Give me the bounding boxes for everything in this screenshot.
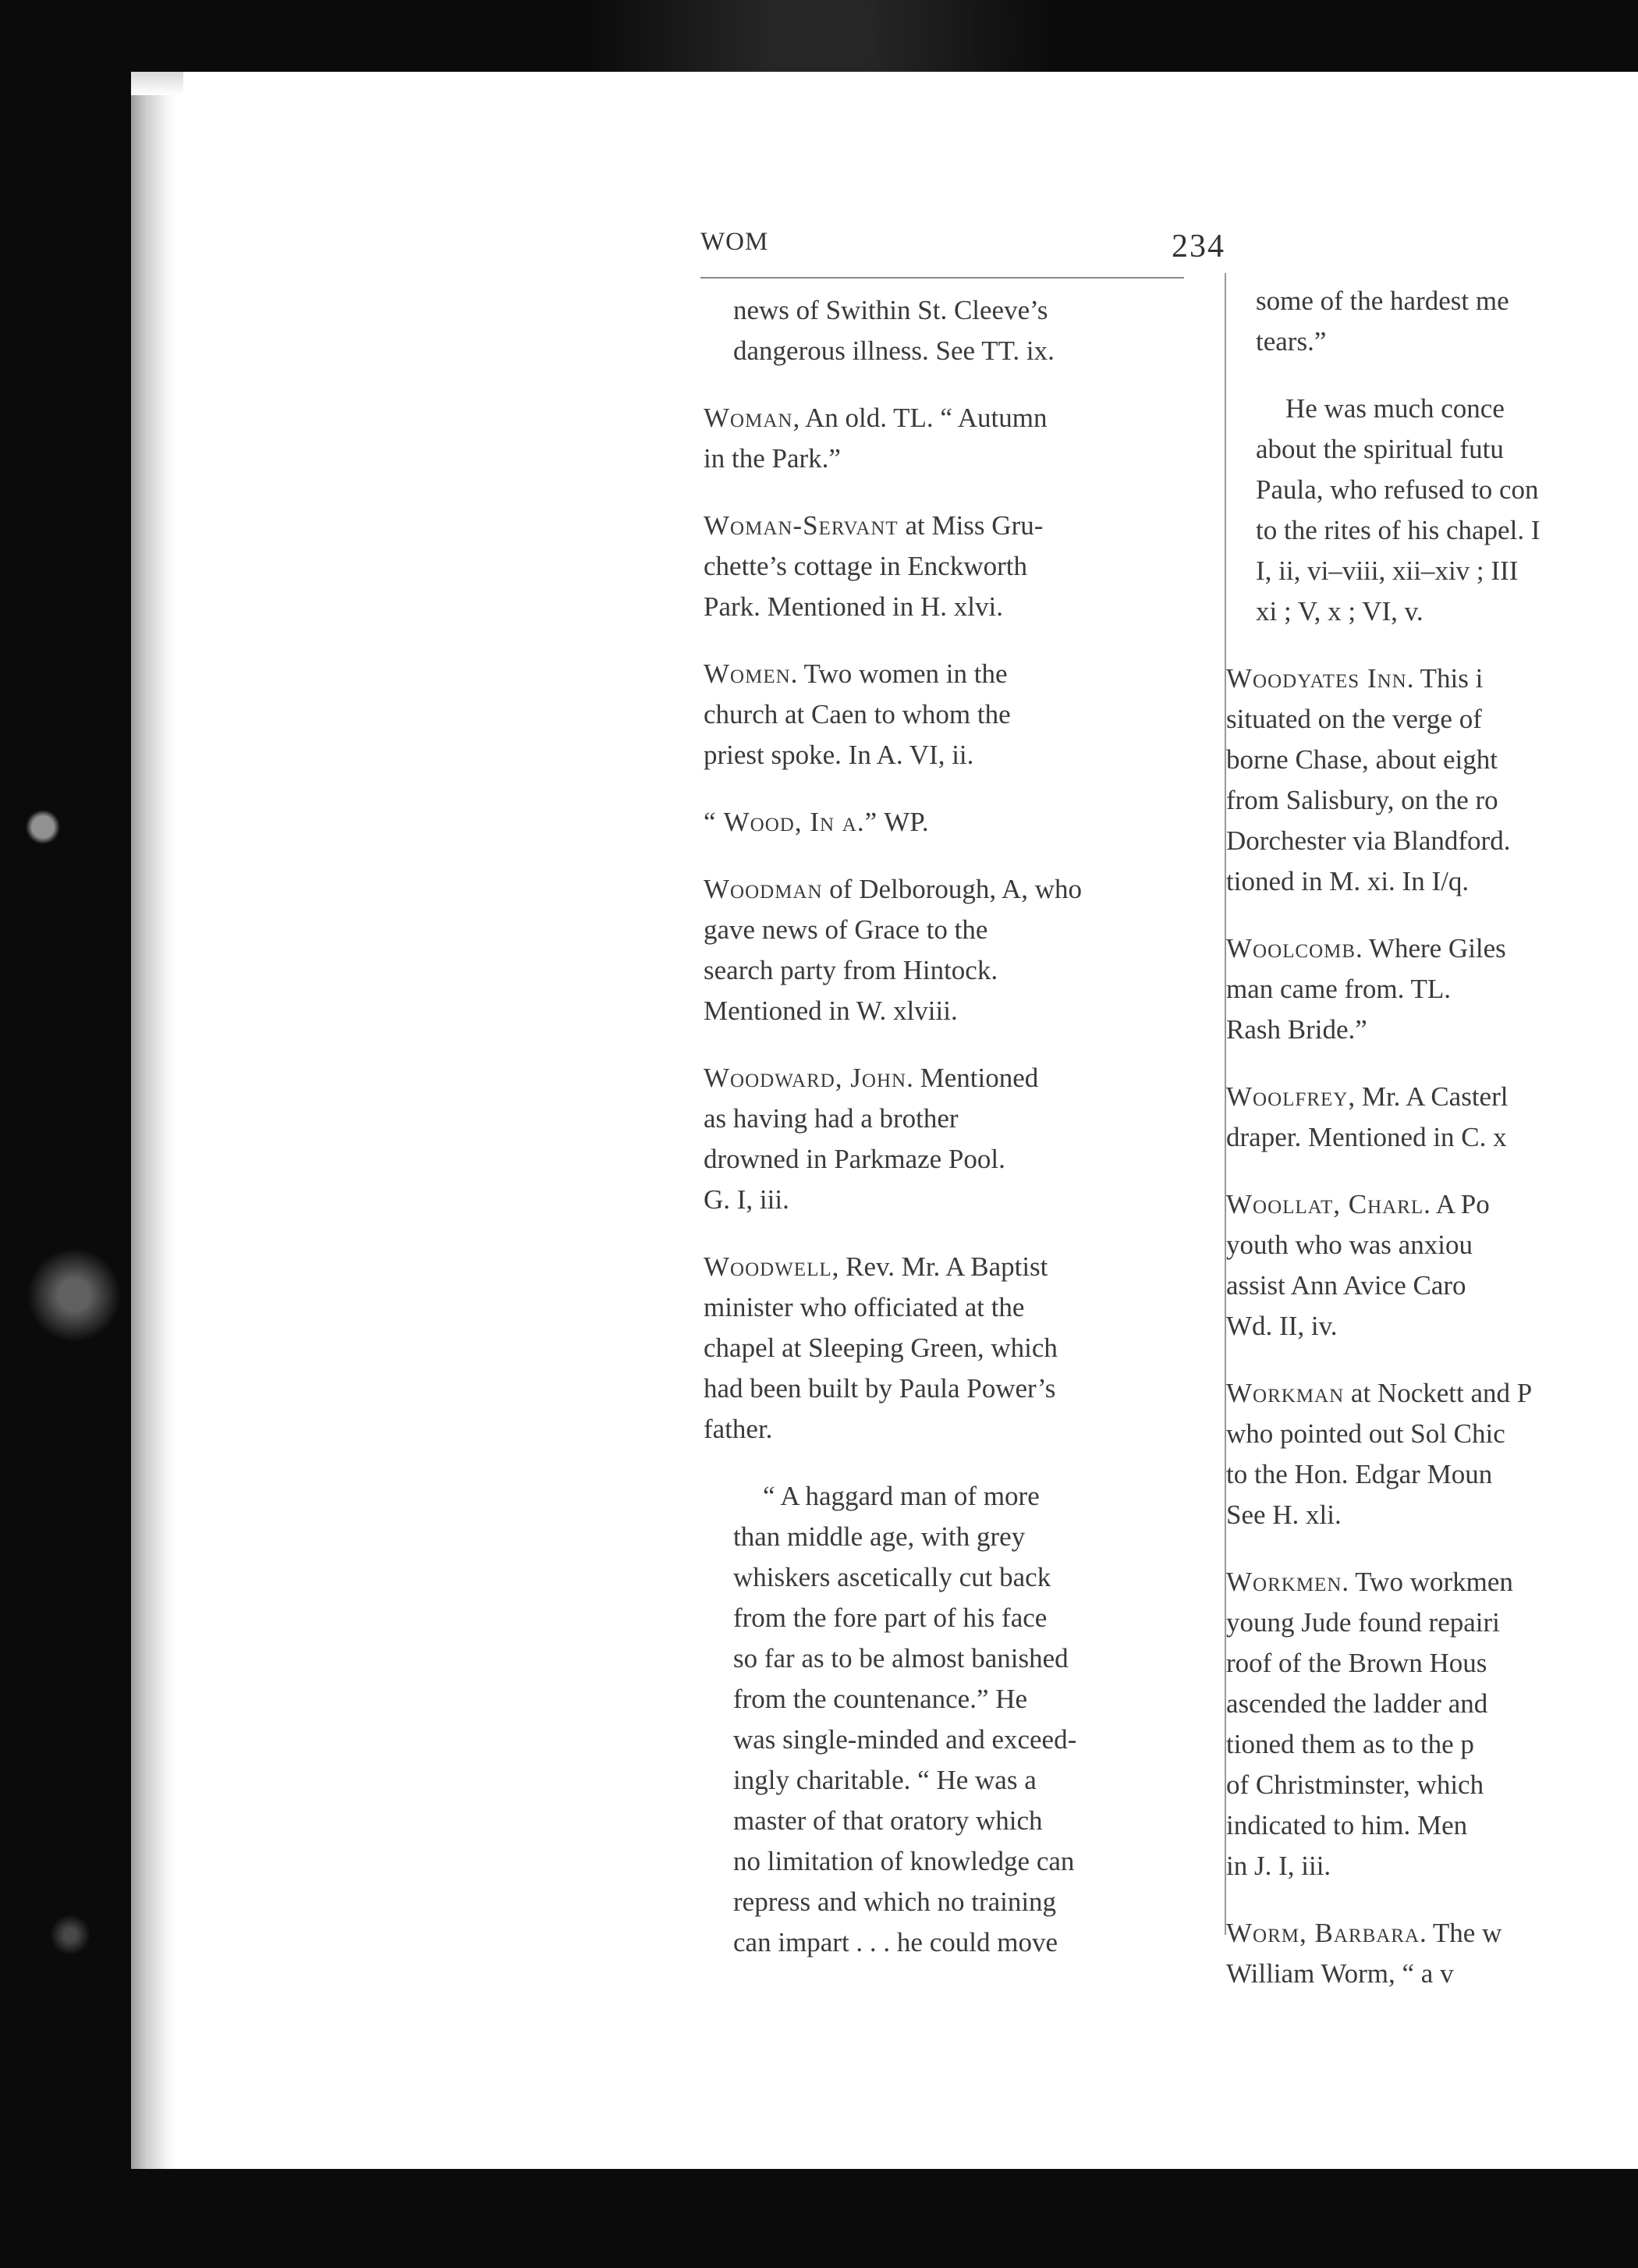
- text-line: roof of the Brown Hous: [1226, 1648, 1487, 1678]
- text-line: master of that oratory which: [733, 1805, 1043, 1836]
- text-line: indicated to him. Men: [1226, 1810, 1468, 1840]
- text-line: whiskers ascetically cut back: [733, 1562, 1051, 1592]
- text-line: Dorchester via Blandford.: [1226, 825, 1511, 856]
- dictionary-entry: [704, 802, 1192, 843]
- entry-headword: “ Wood, In a.”: [704, 807, 878, 837]
- dictionary-entry: [704, 1247, 1192, 1450]
- text-line: father.: [704, 1414, 773, 1444]
- text-line: assist Ann Avice Caro: [1226, 1270, 1466, 1301]
- dictionary-entry: [1226, 1077, 1638, 1158]
- text-line: [1226, 928, 1638, 969]
- text-line: [1226, 1373, 1638, 1414]
- entry-headword: Women: [704, 658, 791, 689]
- text-line: [704, 654, 1192, 694]
- text-line: in J. I, iii.: [1226, 1851, 1331, 1881]
- text-line: [704, 506, 1192, 546]
- entry-headword: Woodwell: [704, 1251, 832, 1282]
- text-line: I, ii, vi–viii, xii–xiv ; III: [1256, 555, 1519, 586]
- text-line: from Salisbury, on the ro: [1226, 785, 1498, 815]
- text-line: tioned in M. xi. In I/q.: [1226, 866, 1470, 896]
- text-line: about the spiritual futu: [1256, 434, 1504, 464]
- dictionary-entry: [704, 398, 1192, 479]
- entry-headword: Woolfrey: [1226, 1081, 1349, 1112]
- text-line: as having had a brother: [704, 1103, 959, 1134]
- text-line: Wd. II, iv.: [1226, 1311, 1338, 1341]
- text-line: chapel at Sleeping Green, which: [704, 1333, 1058, 1363]
- running-head-left: WOM: [700, 228, 769, 256]
- entry-text: . The w: [1420, 1918, 1502, 1948]
- text-line: Rash Bride.”: [1226, 1014, 1367, 1045]
- dictionary-entry: [1226, 658, 1638, 902]
- text-line: chette’s cottage in Enckworth: [704, 551, 1027, 581]
- entry-text: of Delborough, A, who: [822, 874, 1083, 904]
- entry-headword: Workmen: [1226, 1567, 1342, 1597]
- entry-text: . Mentioned: [906, 1063, 1039, 1093]
- paragraph: [1226, 389, 1638, 632]
- text-line: dangerous illness. See TT. ix.: [733, 335, 1055, 366]
- entry-text: , An old. TL. “ Autumn: [792, 403, 1048, 433]
- entry-headword: Workman: [1226, 1378, 1345, 1408]
- dictionary-entry: [1226, 1562, 1638, 1886]
- text-line: some of the hardest me: [1256, 286, 1509, 316]
- text-line: from the countenance.” He: [733, 1684, 1028, 1714]
- text-line: G. I, iii.: [704, 1184, 789, 1215]
- entry-headword: Woollat, Charl: [1226, 1189, 1424, 1219]
- text-line: drowned in Parkmaze Pool.: [704, 1144, 1005, 1174]
- text-line: [1226, 658, 1638, 699]
- text-line: [704, 1247, 1192, 1287]
- text-line: youth who was anxiou: [1226, 1230, 1473, 1260]
- text-line: young Jude found repairi: [1226, 1607, 1500, 1638]
- text-line: Paula, who refused to con: [1256, 474, 1539, 505]
- text-line: tioned them as to the p: [1226, 1729, 1474, 1759]
- text-line: was single-minded and exceed-: [733, 1724, 1077, 1755]
- text-line: news of Swithin St. Cleeve’s: [733, 295, 1048, 325]
- text-line: to the rites of his chapel. I: [1256, 515, 1540, 545]
- entry-headword: Worm, Barbara: [1226, 1918, 1420, 1948]
- header-rule: [700, 277, 1184, 279]
- text-line: tears.”: [1256, 326, 1327, 357]
- text-line: draper. Mentioned in C. x: [1226, 1122, 1507, 1152]
- text-line: [1226, 1913, 1638, 1954]
- text-line: had been built by Paula Power’s: [704, 1373, 1056, 1404]
- text-line: See H. xli.: [1226, 1500, 1342, 1530]
- text-line: no limitation of knowledge can: [733, 1846, 1075, 1876]
- text-line: man came from. TL.: [1226, 974, 1451, 1004]
- text-line: search party from Hintock.: [704, 955, 998, 985]
- entry-text: . Two women in the: [790, 658, 1008, 689]
- dictionary-entry: [704, 654, 1192, 776]
- text-line: “ A haggard man of more: [763, 1481, 1040, 1511]
- text-line: gave news of Grace to the: [704, 914, 988, 945]
- dictionary-entry: [704, 1058, 1192, 1220]
- entry-headword: Woman: [704, 403, 793, 433]
- text-line: [704, 802, 1192, 843]
- text-line: Mentioned in W. xlviii.: [704, 996, 958, 1026]
- dictionary-entry: [704, 506, 1192, 627]
- text-line: [1226, 1562, 1638, 1603]
- text-line: [704, 398, 1192, 438]
- text-line: Park. Mentioned in H. xlvi.: [704, 591, 1003, 622]
- text-line: in the Park.”: [704, 443, 841, 474]
- text-line: xi ; V, x ; VI, v.: [1256, 596, 1424, 626]
- entry-text: . Two workmen: [1342, 1567, 1513, 1597]
- entry-text: , Mr. A Casterl: [1348, 1081, 1509, 1112]
- column-right: [1226, 281, 1638, 2021]
- entry-text: . Where Giles: [1356, 933, 1506, 964]
- text-line: so far as to be almost banished: [733, 1643, 1069, 1673]
- text-line: [704, 1058, 1192, 1099]
- entry-text: at Miss Gru-: [898, 510, 1044, 541]
- entry-continuation: [1226, 281, 1638, 362]
- entry-headword: Woolcomb: [1226, 933, 1356, 964]
- entry-text: WP.: [878, 807, 929, 837]
- entry-text: , Rev. Mr. A Baptist: [831, 1251, 1048, 1282]
- column-left: [704, 290, 1192, 1989]
- page-number: 234: [1172, 229, 1225, 264]
- text-line: [1226, 1184, 1638, 1225]
- entry-text: . A Po: [1424, 1189, 1490, 1219]
- text-line: can impart . . . he could move: [733, 1927, 1058, 1957]
- text-line: church at Caen to whom the: [704, 699, 1011, 729]
- text-line: to the Hon. Edgar Moun: [1226, 1459, 1493, 1489]
- text-line: William Worm, “ a v: [1226, 1958, 1454, 1989]
- text-line: from the fore part of his face: [733, 1603, 1048, 1633]
- entry-continuation: [704, 290, 1192, 371]
- text-line: minister who officiated at the: [704, 1292, 1025, 1322]
- text-line: ascended the ladder and: [1226, 1688, 1488, 1719]
- text-line: situated on the verge of: [1226, 704, 1482, 734]
- text-line: ingly charitable. “ He was a: [733, 1765, 1037, 1795]
- dictionary-entry: [1226, 1373, 1638, 1535]
- text-line: of Christminster, which: [1226, 1769, 1484, 1800]
- text-line: He was much conce: [1285, 393, 1505, 424]
- text-line: repress and which no training: [733, 1886, 1057, 1917]
- entry-headword: Woman-Servant: [704, 510, 899, 541]
- dictionary-entry: [704, 869, 1192, 1031]
- entry-text: . This i: [1406, 663, 1484, 694]
- entry-headword: Woodward, John: [704, 1063, 907, 1093]
- text-line: [1226, 1077, 1638, 1117]
- dictionary-entry: [1226, 1913, 1638, 1994]
- dictionary-entry: [1226, 1184, 1638, 1347]
- entry-headword: Woodyates Inn: [1226, 663, 1407, 694]
- text-line: who pointed out Sol Chic: [1226, 1418, 1505, 1449]
- text-line: borne Chase, about eight: [1226, 744, 1498, 775]
- dictionary-entry: [1226, 928, 1638, 1050]
- text-line: than middle age, with grey: [733, 1521, 1026, 1552]
- text-line: priest spoke. In A. VI, ii.: [704, 740, 974, 770]
- entry-text: at Nockett and P: [1344, 1378, 1533, 1408]
- paragraph: [704, 1476, 1192, 1963]
- entry-headword: Woodman: [704, 874, 823, 904]
- text-line: [704, 869, 1192, 910]
